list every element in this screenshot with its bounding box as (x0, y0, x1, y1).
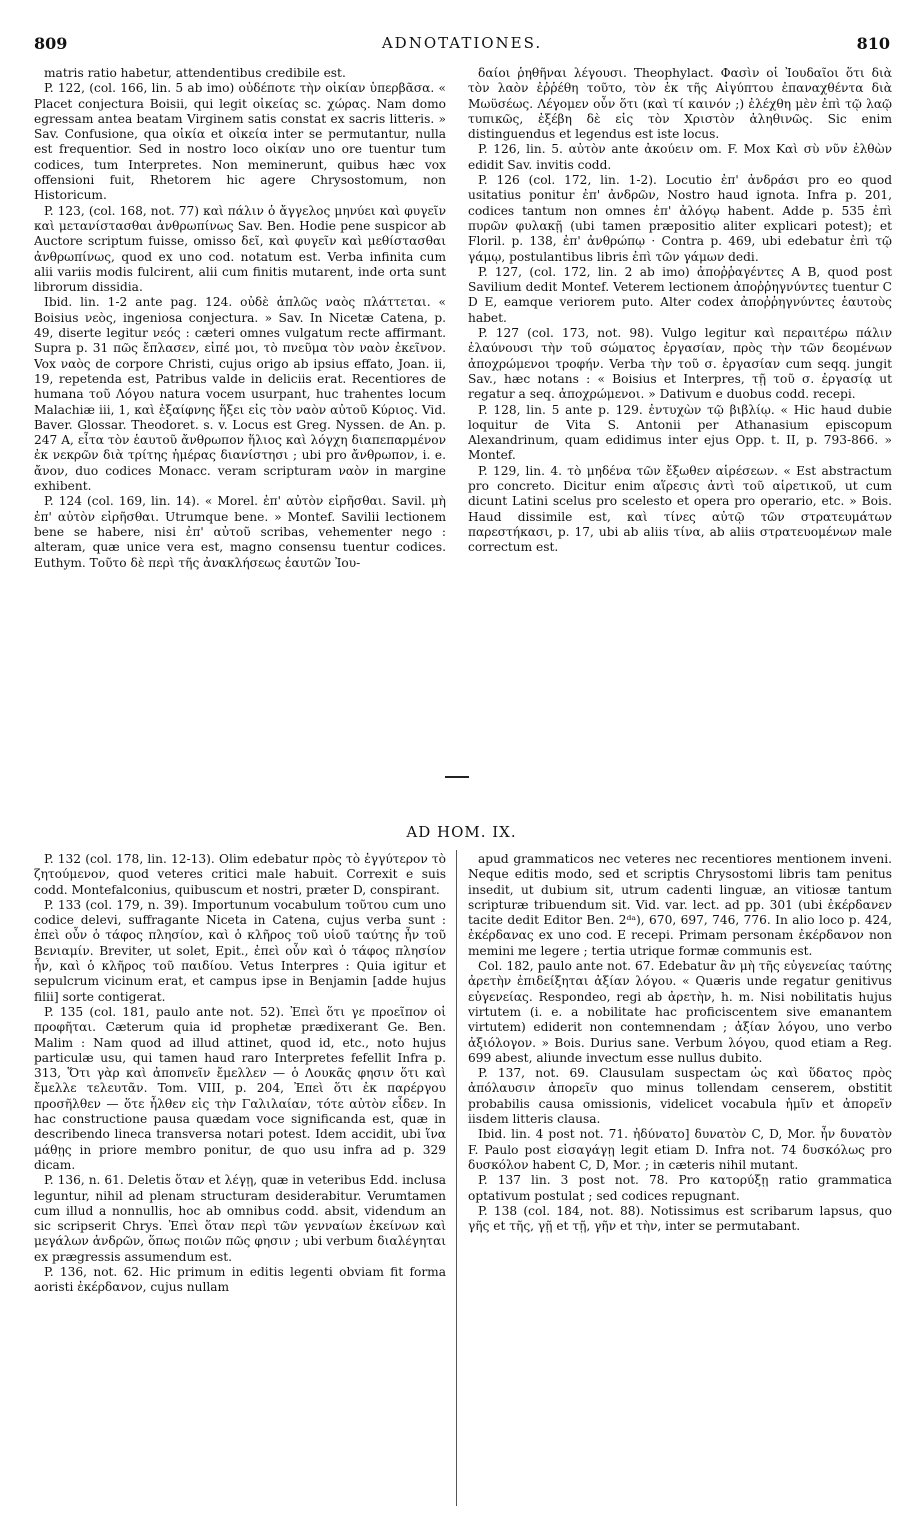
page-number-right: 810 (856, 34, 890, 53)
column-bottom-left (34, 852, 446, 1507)
paragraph: P. 127, (col. 172, lin. 2 ab imo) ἀποῤῥαγέντες A B, quod post Savilium dedit Montef. Veterem lectionem ἀποῤῥηγνύντες tuentur C D E, eamque veriorem puto. Alter codex ἀποῤῥηγνύντες ἑαυτοὺς habet. (468, 264, 892, 325)
paragraph: P. 135 (col. 181, paulo ante not. 52). Ἐπεὶ ὅτι γε προεῖπον οἱ προφῆται. Cæterum quia id prophetæ prædixerant Ge. Ben. Malim : Nam quod ad illud attinet, quod id, etc., noto hujus particulæ usu, qui tamen haud raro Interpretes fefellit Infra p. 313, Ὅτι γὰρ καὶ ἀποπνεῖν ἔμελλεν — ὁ Λουκᾶς φησιν ὅτι καὶ ἔμελλε τελευτᾶν. Tom. VIII, p. 204, Ἐπεὶ ὅτι ἐκ παρέργου προσῆλθεν — ὅτε ἦλθεν εἰς τὴν Γαλιλαίαν, τότε αὐτὸν εἶδεν. In hac constructione pausa quædam voce significanda est, quæ in describendo lineca transversa notari potest. Idem accidit, ubi ἵνα μάθῃς in priore membro ponitur, de quo usu infra ad p. 329 dicam. (34, 1004, 446, 1172)
paragraph: P. 126 (col. 172, lin. 1-2). Locutio ἐπ' ἀνδράσι pro eo quod usitatius ponitur ἐπ' ἀνδρῶν, Nostro haud ignota. Infra p. 201, codices tantum non omnes ἐπ' ἀλόγῳ habent. Adde p. 535 ἐπὶ πυρῶν φυλακῇ (ubi tamen præpositio aliter explicari potest); et Floril. p. 138, ἐπ' ἀνθρώπῳ · Contra p. 469, ubi edebatur ἐπὶ τῷ γάμῳ, postulantibus libris ἐπὶ τῶν γάμων dedi. (468, 173, 892, 264)
paragraph: δαίοι ῥηθῆναι λέγουσι. Theophylact. Φασὶν οἱ Ἰουδαῖοι ὅτι διὰ τὸν λαὸν ἐῤῥέθη τοῦτο, τὸν ἐκ τῆς Αἰγύπτου ἐπαναχθέντα διὰ Μωϋσέως. Λέγομεν οὖν ὅτι (καὶ τί καινόν ;) ἐλέχθη μὲν ἐπὶ τῷ λαῷ τυπικῶς, ἐξέβη δὲ εἰς τὸν Χριστὸν ἀληθινῶς. Sic enim distinguendus et legendus est iste locus. (468, 66, 892, 142)
paragraph: P. 132 (col. 178, lin. 12-13). Olim edebatur πρὸς τὸ ἐγγύτερον τὸ ζητούμενον, quod veteres critici male habuit. Correxit e suis codd. Montefalconius, quibuscum et nostri, præter D, conspirant. (34, 852, 446, 897)
column-bottom-right (468, 852, 892, 1507)
paragraph: Ibid. lin. 4 post not. 71. ἠδύνατο] δυνατὸν C, D, Mor. ἦν δυνατὸν F. Paulo post εἰσαγάγῃ legit etiam D. Infra not. 74 δυσκόλως pro δυσκόλον habent C, D, Mor. ; in cæteris nihil mutant. (468, 1127, 892, 1172)
column-top-right (468, 66, 892, 806)
paragraph: P. 133 (col. 179, n. 39). Importunum vocabulum τοῦτου cum uno codice delevi, suffragante Niceta in Catena, cujus verba sunt : ἐπεὶ οὖν ὁ τάφος πλησίον, καὶ ὁ κλῆρος τοῦ υἱοῦ ταύτης ἦν τοῦ Βενιαμίν. Breviter, ut solet, Epit., ἐπεὶ οὖν καὶ ὁ τάφος πλησίον ἦν, καὶ ὁ κλῆρος τοῦ παιδίου. Vetus Interpres : Quia igitur et sepulcrum vicinum erat, et campus ipse in Benjamin [adde hujus filii] sorte contigerat. (34, 897, 446, 1004)
paragraph: P. 123, (col. 168, not. 77) καὶ πάλιν ὁ ἄγγελος μηνύει καὶ φυγεῖν καὶ μετανίστασθαι ἀνθρωπίνως Sav. Ben. Hodie pene suspicor ab Auctore scriptum fuisse, omisso δεῖ, καὶ φυγεῖν καὶ μεθίστασθαι ἀνθρωπίνως, quod ex uno cod. notatum est. Verba infinita cum alii variis modis fulcirent, alii cum finitis mutarent, inde orta sunt librorum dissidia. (34, 203, 446, 295)
paragraph: Ibid. lin. 1-2 ante pag. 124. οὐδὲ ἁπλῶς ναὸς πλάττεται. « Boisius νεὸς, ingeniosa conjectura. » Sav. In Nicetæ Catena, p. 49, diserte legitur νεός : cæteri omnes vulgatum recte affirmant. Supra p. 31 πῶς ἔπλασεν, εἰπέ μοι, τὸ πνεῦμα τὸν ναὸν ἐκεῖνον. Vox ναὸς de corpore Christi, cujus origo ab ipsius effato, Joan. ii, 19, repetenda est, Patribus valde in deliciis erat. Recentiores de humana τοῦ Λόγου natura vocem usurpant, huc trahentes locum Malachiæ iii, 1, καὶ ἐξαίφνης ἥξει εἰς τὸν ναὸν αὐτοῦ Κύριος. Vid. Baver. Glossar. Theodoret. s. v. Locus est Greg. Nyssen. de An. p. 247 A, εἶτα τὸν ἑαυτοῦ ἄνθρωπον ἥλιος καὶ λόγχη διαπεπαρμένον ἐκ νεκρῶν διὰ τρίτης ἡμέρας διανίστησι ; ubi pro ἄνθρωπον, i. e. ἄνον, duo codices Monacc. veram scripturam ναὸν in margine exhibent. (34, 295, 446, 494)
paragraph: P. 137 lin. 3 post not. 78. Pro κατορύξῃ ratio grammatica optativum postulat ; sed codices repugnant. (468, 1173, 892, 1203)
paragraph: P. 122, (col. 166, lin. 5 ab imo) οὐδέποτε τὴν οἰκίαν ὑπερβᾶσα. « Placet conjectura Boisii, qui legit οἰκείας sc. χώρας. Nam domo egressam antea beatam Virginem satis constat ex sacris litteris. » Sav. Confusione, qua οἰκία et οἰκεία inter se permutantur, nulla est frequentior. Sed in nostro loco οἰκίαν uno ore tuentur tum codices, tum Interpretes. Non meminerunt, quibus hæc vox offensioni fuit, Rhetorem hic agere Chrysostomum, non Historicum. (34, 81, 446, 203)
paragraph: apud grammaticos nec veteres nec recentiores mentionem inveni. Neque editis modo, sed et scriptis Chrysostomi libris tam penitus insedit, ut dubium sit, utrum cadenti linguæ, an vitiosæ tantum scripturæ tribuendum sit. Vid. var. lect. ad pp. 301 (ubi ἐκέρδανεν tacite dedit Editor Ben. 2ᵈᵃ), 670, 697, 746, 776. In alio loco p. 424, ἐκέρδανας ex uno cod. E recepi. Primam personam ἐκέρδανον non memini me legere ; tertia utrique formæ communis est. (468, 852, 892, 958)
page-header (34, 34, 890, 56)
section-divider (445, 776, 469, 778)
paragraph: matris ratio habetur, attendentibus credibile est. (44, 66, 346, 80)
paragraph: P. 126, lin. 5. αὐτὸν ante ἀκούειν om. F. Mox Καὶ σὺ νῦν ἐλθὼν edidit Sav. invitis codd. (468, 142, 892, 172)
paragraph: P. 129, lin. 4. τὸ μηδένα τῶν ἔξωθεν αἱρέσεων. « Est abstractum pro concreto. Dicitur enim αἵρεσις ἀντὶ τοῦ αἱρετικοῦ, ut cum dicunt Latini scelus pro scelesto et opera pro operario, etc. » Bois. Haud dissimile est, καὶ τίνες αὐτῷ τῶν στρατευμάτων παρεστήκασι, p. 17, ubi ab aliis τίνα, ab aliis στρατευομένων male correctum est. (468, 463, 892, 555)
paragraph: P. 128, lin. 5 ante p. 129. ἐντυχὼν τῷ βιβλίῳ. « Hic haud dubie loquitur de Vita S. Antonii per Athanasium episcopum Alexandrinum, quam edidimus inter ejus Opp. t. II, p. 793-866. » Montef. (468, 402, 892, 463)
running-title: ADNOTATIONES. (381, 34, 543, 52)
paragraph: P. 127 (col. 173, not. 98). Vulgo legitur καὶ περαιτέρω πάλιν ἐλαύνουσι τὴν τοῦ σώματος ἐργασίαν, πρὸς τὴν τῶν δεομένων ἀποχρώμενοι τροφήν. Verba τὴν τοῦ σ. ἐργασίαν cum seqq. jungit Sav., hæc notans : « Boisius et Interpres, τῇ τοῦ σ. ἐργασίᾳ ut regatur a seq. ἀποχρώμενοι. » Dativum e duobus codd. recepi. (468, 326, 892, 402)
paragraph: P. 124 (col. 169, lin. 14). « Morel. ἐπ' αὐτὸν εἰρῆσθαι. Savil. μὴ ἐπ' αὐτὸν εἰρῆσθαι. Utrumque bene. » Montef. Savilii lectionem bene se habere, nisi ἐπ' αὐτοῦ scribas, vehementer nego : alteram, quæ unice vera est, magno consensu tuentur codices. Euthym. Τοῦτο δὲ περὶ τῆς ἀνακλήσεως ἑαυτῶν Ἰου- (34, 494, 446, 570)
paragraph: P. 138 (col. 184, not. 88). Notissimus est scribarum lapsus, quo γῆς et τῆς, γῇ et τῇ, γῆν et τὴν, inter se permutabant. (468, 1203, 892, 1234)
column-rule (456, 850, 457, 1506)
page-number-left: 809 (34, 34, 68, 53)
section-title: AD HOM. IX. (406, 823, 517, 841)
paragraph: P. 136, n. 61. Deletis ὅταν et λέγῃ, quæ in veteribus Edd. inclusa leguntur, nihil ad plenam structuram desiderabitur. Verumtamen cum illud a nonnullis, hoc ab omnibus codd. absit, videndum an sic scripserit Chrys. Ἐπεὶ ὅταν περὶ τῶν γενναίων ἐκείνων καὶ μεγάλων ἀνδρῶν, ὅπως ποιῶν πῶς φησιν ; ubi verbum διαλέγηται ex prægressis assumendum est. (34, 1173, 446, 1264)
column-top-left (34, 66, 446, 806)
paragraph: P. 137, not. 69. Clausulam suspectam ὡς καὶ ὕδατος πρὸς ἀπόλαυσιν ἀπορεῖν quo minus tollendam censerem, obstitit probabilis causa omissionis, videlicet vocabula ἡμῖν et ἀπορεῖν iisdem litteris clausa. (468, 1066, 892, 1127)
paragraph: P. 136, not. 62. Hic primum in editis legenti obviam fit forma aoristi ἐκέρδανον, cujus nullam (34, 1265, 446, 1295)
paragraph: Col. 182, paulo ante not. 67. Edebatur ἂν μὴ τῆς εὐγενείας ταύτης ἀρετὴν ἐπιδείξηται ἀξίαν λόγου. « Quæris unde regatur genitivus εὐγενείας. Respondeo, regi ab ἀρετὴν, h. m. Nisi nobilitatis hujus virtutem (i. e. a nobilitate hac proficiscentem sive emanantem virtutem) ediderit non contemnendam ; ἀξίαν λόγου, uno verbo ἀξιόλογον. » Bois. Durius sane. Verbum λόγου, quod etiam a Reg. 699 abest, aliunde invectum esse nullus dubito. (468, 959, 892, 1065)
